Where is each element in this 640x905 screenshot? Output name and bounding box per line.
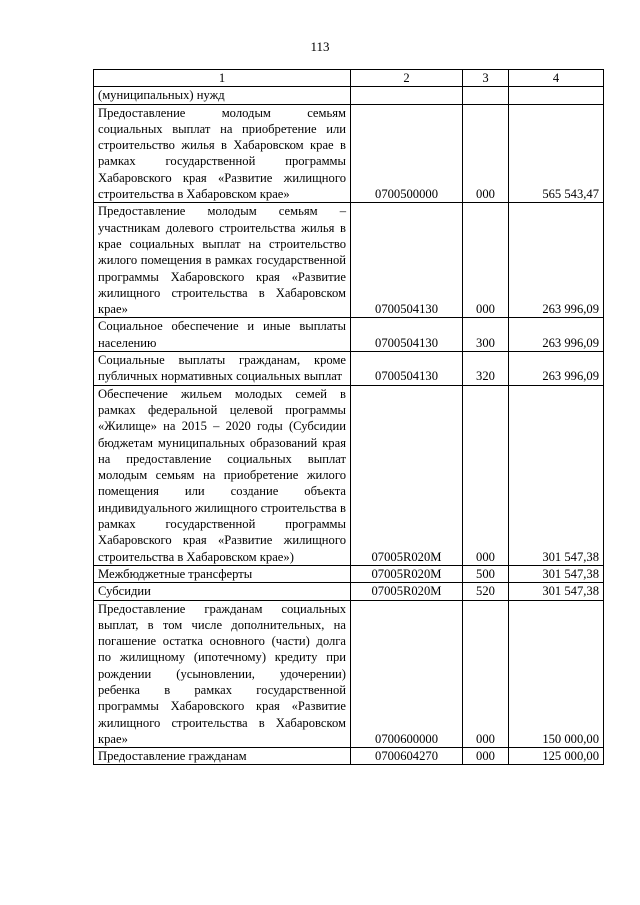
- row-code: 0700504130: [351, 352, 463, 386]
- row-amount: 263 996,09: [509, 318, 604, 352]
- row-name: Предоставление гражданам: [94, 748, 351, 765]
- row-type: 000: [463, 600, 509, 748]
- row-amount: 263 996,09: [509, 203, 604, 318]
- row-type: 000: [463, 104, 509, 203]
- table-row: [94, 318, 604, 352]
- row-amount: 301 547,38: [509, 583, 604, 600]
- row-amount: 263 996,09: [509, 352, 604, 386]
- row-name: Обеспечение жильем молодых семей в рамках федеральной целевой программы «Жилище» на 2015 – 2020 годы (Субсидии бюджетам муниципальных образований края на предоставление социальных выплат молодым семьям на приобретение жилого помещения или создание объекта индивидуального жилищного строительства в рамках государственной программы Хабаровского края «Развитие жилищного строительства в Хабаровском крае»): [94, 385, 351, 565]
- row-type: 500: [463, 565, 509, 582]
- header-col-1: 1: [94, 70, 351, 87]
- row-type: 000: [463, 203, 509, 318]
- row-amount: 301 547,38: [509, 565, 604, 582]
- page-number: 113: [310, 39, 330, 54]
- table-row: [94, 748, 604, 765]
- row-name: Субсидии: [94, 583, 351, 600]
- row-code: 0700504130: [351, 203, 463, 318]
- row-amount: 301 547,38: [509, 385, 604, 565]
- row-type: 520: [463, 583, 509, 600]
- row-name: Социальное обеспечение и иные выплаты населению: [94, 318, 351, 352]
- table-row: [94, 352, 604, 386]
- row-type: 000: [463, 748, 509, 765]
- table-row: [94, 600, 604, 748]
- row-type: 000: [463, 385, 509, 565]
- row-code: 07005R020M: [351, 385, 463, 565]
- row-name: Предоставление гражданам социальных выплат, в том числе дополнительных, на погашение остатка основного (части) долга по жилищному (ипотечному) кредиту при рождении (усыновлении, удочерении) ребенка в рамках государственной программы Хабаровского края «Развитие жилищного строительства в Хабаровском крае»: [94, 600, 351, 748]
- table-row: [94, 203, 604, 318]
- header-col-2: 2: [351, 70, 463, 87]
- row-code: 0700504130: [351, 318, 463, 352]
- table-row: [94, 385, 604, 565]
- header-col-4: 4: [509, 70, 604, 87]
- row-type: [463, 87, 509, 104]
- header-col-3: 3: [463, 70, 509, 87]
- table-header-row: [94, 70, 604, 87]
- row-amount: [509, 87, 604, 104]
- row-name: Социальные выплаты гражданам, кроме публичных нормативных социальных выплат: [94, 352, 351, 386]
- table-row: [94, 565, 604, 582]
- table-row: [94, 87, 604, 104]
- budget-table: [93, 69, 604, 765]
- row-name: Межбюджетные трансферты: [94, 565, 351, 582]
- row-code: [351, 87, 463, 104]
- row-code: 0700600000: [351, 600, 463, 748]
- table-row: [94, 104, 604, 203]
- row-code: 07005R020M: [351, 583, 463, 600]
- row-code: 0700604270: [351, 748, 463, 765]
- row-amount: 125 000,00: [509, 748, 604, 765]
- row-amount: 565 543,47: [509, 104, 604, 203]
- row-code: 07005R020M: [351, 565, 463, 582]
- row-name: (муниципальных) нужд: [94, 87, 351, 104]
- row-type: 300: [463, 318, 509, 352]
- row-code: 0700500000: [351, 104, 463, 203]
- table-row: [94, 583, 604, 600]
- row-type: 320: [463, 352, 509, 386]
- row-amount: 150 000,00: [509, 600, 604, 748]
- row-name: Предоставление молодым семьям – участникам долевого строительства жилья в крае социальных выплат на строительство жилого помещения в рамках государственной программы Хабаровского края «Развитие жилищного строительства в Хабаровском крае»: [94, 203, 351, 318]
- row-name: Предоставление молодым семьям социальных выплат на приобретение или строительство жилья в Хабаровском крае в рамках государственной программы Хабаровского края «Развитие жилищного строительства в Хабаровском крае»: [94, 104, 351, 203]
